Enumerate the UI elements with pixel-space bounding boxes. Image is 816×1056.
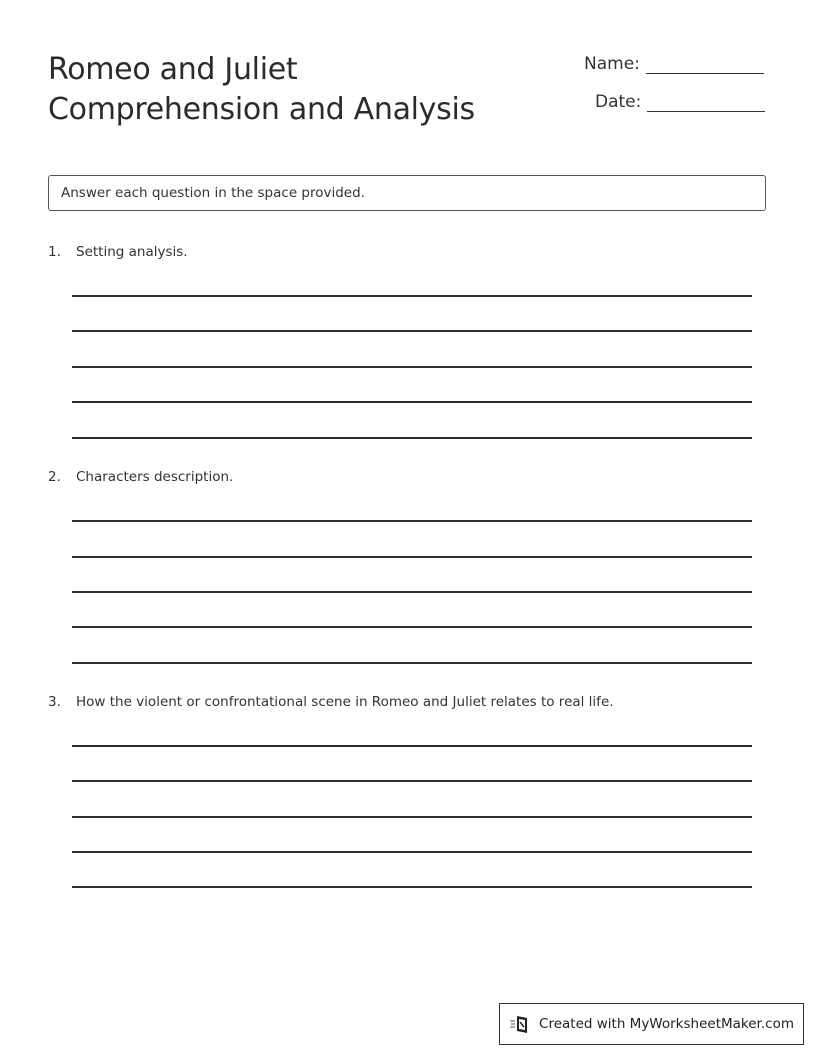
- question-text: How the violent or confrontational scene in Romeo and Juliet relates to real life.: [76, 694, 614, 710]
- question-number: 1.: [48, 244, 61, 260]
- question-1: [48, 244, 188, 260]
- footer-text: Created with MyWorksheetMaker.com: [539, 1016, 794, 1032]
- title-line-1: Romeo and Juliet: [48, 52, 298, 87]
- worksheet-logo-icon: [509, 1013, 531, 1035]
- question-number: 2.: [48, 469, 61, 485]
- answer-line[interactable]: [72, 626, 752, 628]
- answer-line[interactable]: [72, 851, 752, 853]
- answer-line[interactable]: [72, 330, 752, 332]
- answer-line[interactable]: [72, 591, 752, 593]
- date-field[interactable]: [595, 92, 765, 112]
- footer-credit[interactable]: [499, 1003, 804, 1045]
- answer-line[interactable]: [72, 816, 752, 818]
- answer-line[interactable]: [72, 366, 752, 368]
- question-text: Characters description.: [76, 469, 234, 485]
- question-2: [48, 469, 233, 485]
- title-line-2: Comprehension and Analysis: [48, 92, 475, 127]
- instructions-box: [48, 175, 766, 211]
- question-text: Setting analysis.: [76, 244, 188, 260]
- name-input-line[interactable]: [646, 57, 764, 74]
- question-3: [48, 694, 614, 710]
- answer-line[interactable]: [72, 780, 752, 782]
- name-label: Name:: [584, 54, 640, 74]
- answer-line[interactable]: [72, 295, 752, 297]
- question-number: 3.: [48, 694, 61, 710]
- answer-line[interactable]: [72, 437, 752, 439]
- instructions-text: Answer each question in the space provided.: [61, 185, 365, 201]
- date-label: Date:: [595, 92, 642, 112]
- answer-line[interactable]: [72, 520, 752, 522]
- answer-line[interactable]: [72, 556, 752, 558]
- answer-line[interactable]: [72, 886, 752, 888]
- answer-line[interactable]: [72, 401, 752, 403]
- page-title: [48, 50, 475, 130]
- answer-line[interactable]: [72, 745, 752, 747]
- answer-line[interactable]: [72, 662, 752, 664]
- date-input-line[interactable]: [647, 95, 765, 112]
- name-field[interactable]: [584, 54, 764, 74]
